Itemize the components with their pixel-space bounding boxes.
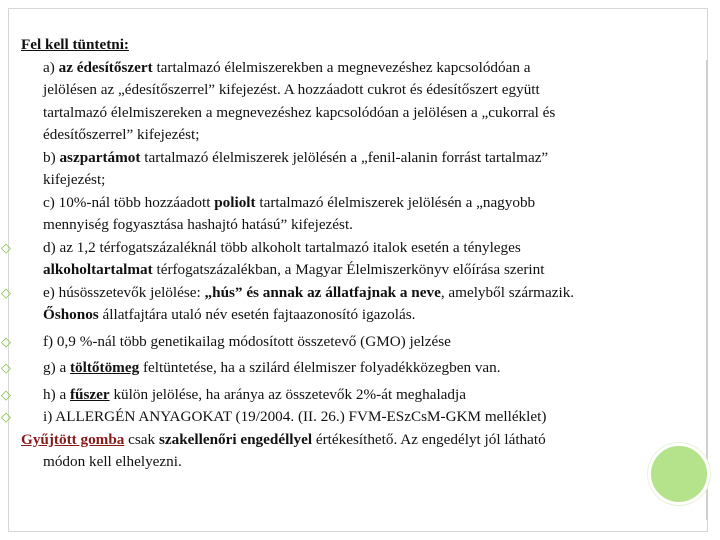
item-e-line-2: Őshonos állatfajtára utaló név esetén fajtaazonosító igazolás. xyxy=(43,306,416,323)
diamond-bullet-icon: ◇ xyxy=(1,284,11,300)
diamond-bullet-icon: ◇ xyxy=(1,409,11,424)
item-a-line-3: tartalmazó élelmiszereken a megnevezéshez kapcsolódóan a jelölésen a „cukorral és xyxy=(43,103,556,121)
slide-content xyxy=(1,34,681,474)
diamond-bullet-icon: ◇ xyxy=(1,333,11,349)
item-d-line-2: alkoholtartalmat térfogatszázalékban, a Magyar Élelmiszerkönyv előírása szerint xyxy=(43,261,545,278)
item-h: ◇ h) a fűszer külön jelölése, ha aránya az összetevők 2%-át meghaladja xyxy=(21,384,681,407)
mushroom-line-2: módon kell elhelyezni. xyxy=(43,453,182,470)
item-e-line-1: ◇ e) húsösszetevők jelölése: „hús” és annak az állatfajnak a neve, amelyből származik. xyxy=(21,282,681,305)
diamond-bullet-icon: ◇ xyxy=(1,239,11,255)
item-b-line-2: kifejezést; xyxy=(43,171,106,188)
item-a-line-4: édesítőszerrel” kifejezést; xyxy=(43,126,200,143)
mushroom-line-1: Gyűjtött gomba csak szakellenőri engedéllyel értékesíthető. Az engedélyt jól látható xyxy=(21,430,546,448)
item-g: ◇ g) a töltőtömeg feltüntetése, ha a szilárd élelmiszer folyadékközegben van. xyxy=(21,357,681,380)
item-c-line-1: c) 10%-nál több hozzáadott poliolt tartalmazó élelmiszerek jelölésén a „nagyobb xyxy=(43,193,536,211)
item-c-line-2: mennyiség fogyasztása hashajtó hatású” kifejezést. xyxy=(43,216,353,233)
item-d-line-1: ◇ d) az 1,2 térfogatszázaléknál több alkoholt tartalmazó italok esetén a tényleges xyxy=(21,237,681,260)
diamond-bullet-icon: ◇ xyxy=(1,360,11,375)
heading: Fel kell tüntetni: xyxy=(21,36,129,53)
item-i: ◇ i) ALLERGÉN ANYAGOKAT (19/2004. (II. 26.) FVM-ESzCsM-GKM melléklet) xyxy=(21,406,681,429)
frame-right-edge xyxy=(706,60,708,520)
diamond-bullet-icon: ◇ xyxy=(1,386,11,402)
item-a-line-1: a) az édesítőszert tartalmazó élelmiszerekben a megnevezéshez kapcsolódóan a xyxy=(43,58,531,76)
item-b-line-1: b) aszpartámot tartalmazó élelmiszerek jelölésén a „fenil-alanin forrást tartalmaz” xyxy=(43,148,549,166)
item-a-line-2: jelölésen az „édesítőszerrel” kifejezést. A hozzáadott cukrot és édesítőszert együtt xyxy=(43,81,540,98)
item-f: ◇ f) 0,9 %-nál több genetikailag módosított összetevő (GMO) jelzése xyxy=(21,331,681,354)
